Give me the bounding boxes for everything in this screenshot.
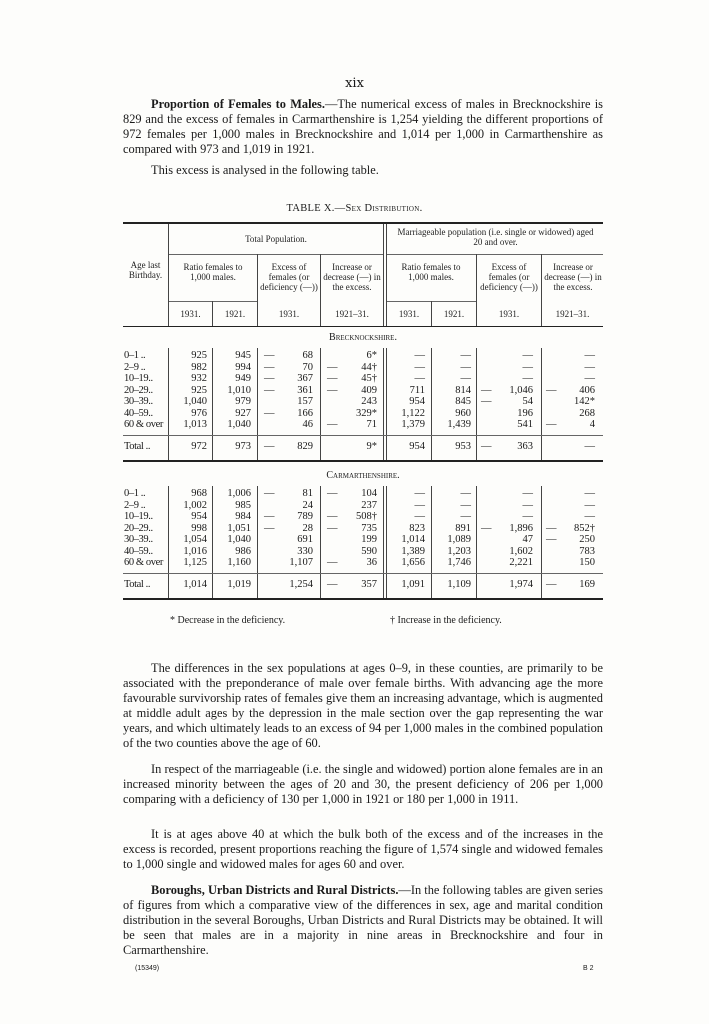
cell-min: —	[584, 488, 595, 499]
cell-exs: —	[264, 511, 275, 522]
cell-in: 329*	[356, 407, 377, 419]
cell-mr31: 1,091	[401, 579, 425, 590]
table-row	[123, 419, 603, 430]
cell-mex: 1,602	[509, 545, 533, 557]
cell-min: —	[584, 373, 595, 384]
cell-r21: 1,051	[227, 522, 251, 534]
cell-ex: 28	[302, 522, 313, 534]
cell-in: 104	[361, 488, 377, 499]
page-number: xix	[345, 76, 364, 91]
header-marriageable: Marriageable population (i.e. single or widowed) aged 20 and over.	[397, 227, 594, 247]
cell-r31: 1,016	[183, 545, 207, 557]
cell-ex: 1,254	[289, 579, 313, 590]
table-row	[123, 350, 603, 361]
header-excess-1931: 1931.	[278, 309, 300, 319]
cell-mr21: 1,089	[447, 534, 471, 545]
cell-age: Total ..	[124, 579, 151, 590]
cell-age: 2–9 ..	[124, 361, 146, 373]
cell-ex: 361	[297, 384, 313, 396]
footer-code: (15349)	[135, 965, 160, 972]
table-row	[123, 362, 603, 373]
cell-r31: 982	[191, 361, 207, 373]
cell-r21: 1,040	[227, 534, 251, 545]
table-row	[123, 546, 603, 557]
intro2-paragraph: This excess is analysed in the following table.	[151, 163, 379, 177]
cell-ex: 789	[297, 511, 313, 522]
cell-ex: 70	[302, 361, 313, 373]
cell-in: 357	[361, 579, 377, 590]
cell-r21: 1,010	[227, 384, 251, 396]
cell-r21: 949	[235, 373, 251, 384]
table-row	[123, 523, 603, 534]
cell-ex: 691	[297, 534, 313, 545]
table-row	[123, 557, 603, 568]
cell-ins: —	[327, 522, 338, 534]
header-total-population: Total Population.	[245, 234, 307, 244]
cell-min: 150	[579, 557, 595, 568]
table-title	[0, 203, 709, 214]
cell-ins: —	[327, 557, 338, 568]
cell-ex: 157	[297, 396, 313, 407]
table-title-prefix: TABLE X.—	[286, 203, 346, 214]
paragraph-differences: The differences in the sex populations at ages 0–9, in these counties, are primarily to be associated with the preponderance of male over female births. With advancing age the more favourable survivorship rates of females give them an increasing advantage, which is augmented at middle adult ages by the depression in the male section over the gap representing the war years, and which ultimately leads to an excess of 94 per 1,000 males in the combined population of the two counties above the age of 60.	[123, 661, 603, 750]
cell-min: —	[584, 511, 595, 522]
cell-in: 409	[361, 384, 377, 396]
cell-mr31: —	[414, 350, 425, 361]
cell-exs: —	[264, 441, 275, 452]
cell-mex: 1,974	[509, 579, 533, 590]
header-m-increase-1921-31: 1921–31.	[555, 309, 590, 319]
section-heading: Carmarthenshire.	[326, 470, 400, 481]
section-bottom-rule	[123, 598, 603, 600]
cell-r21: 985	[235, 499, 251, 511]
footnote-star: * Decrease in the deficiency.	[170, 615, 286, 626]
boroughs-paragraph	[123, 883, 603, 958]
total-row	[123, 579, 603, 590]
cell-r31: 932	[191, 373, 207, 384]
paragraph-marriageable: In respect of the marriageable (i.e. the single and widowed) portion alone females are in an increased minority between the ages of 20 and 30, the present deficiency of 206 per 1,000 comparing with a deficiency of 130 per 1,000 in 1921 or 180 per 1,000 in 1911.	[123, 762, 603, 806]
total-separator	[123, 573, 603, 574]
cell-mr31: —	[414, 361, 425, 373]
table-row	[123, 385, 603, 396]
footnote-dagger: † Increase in the deficiency.	[390, 615, 502, 626]
table-row	[123, 373, 603, 384]
cell-min: 406	[579, 384, 595, 396]
cell-r31: 1,054	[183, 534, 207, 545]
cell-ex: 24	[302, 499, 313, 511]
cell-mex: 1,046	[509, 384, 533, 396]
intro-paragraph	[123, 97, 603, 157]
total-separator	[123, 435, 603, 436]
paragraph-ages-above-40: It is at ages above 40 at which the bulk both of the excess and of the increases in the excess is recorded, present proportions reaching the figure of 1,574 single and widowed females to 1,000 single and widowed males for ages 60 and over.	[123, 827, 603, 871]
cell-mexs: —	[481, 384, 492, 396]
cell-mex: —	[522, 488, 533, 499]
cell-r31: 954	[191, 511, 207, 522]
cell-ex: 46	[302, 419, 313, 430]
table-title-sc: Sex Distribution.	[345, 203, 423, 214]
cell-r21: 984	[235, 511, 251, 522]
cell-mex: 363	[517, 441, 533, 452]
header-bottom-rule	[123, 326, 603, 327]
header-1931: 1931.	[180, 309, 201, 319]
cell-r21: 945	[235, 350, 251, 361]
cell-ex: 1,107	[289, 557, 313, 568]
cell-mins: —	[546, 384, 557, 396]
cell-age: 0–1 ..	[124, 350, 146, 361]
cell-min: 169	[579, 579, 595, 590]
cell-min: 4	[589, 419, 595, 430]
cell-age: 20–29..	[124, 522, 153, 534]
cell-age: 2–9 ..	[124, 499, 146, 511]
cell-in: 44†	[361, 361, 377, 373]
boroughs-text: —In the following tables are given series of figures from which a comparative view of the differences in sex, age and marital condition distribution in the several Boroughs, Urban Districts and Rural Districts may be obtained. It will be seen that males are in a majority in nine areas in Brecknockshire and four in Carmarthenshire.	[123, 883, 604, 957]
header-rule	[169, 254, 383, 255]
cell-ins: —	[327, 373, 338, 384]
cell-age: 60 & over	[124, 557, 163, 568]
cell-ex: 166	[297, 407, 313, 419]
header-rule	[387, 301, 477, 302]
header-m-excess-1931: 1931.	[498, 309, 520, 319]
total-row	[123, 441, 603, 452]
cell-ins: —	[327, 579, 338, 590]
cell-r31: 1,014	[183, 579, 207, 590]
cell-mexs: —	[481, 441, 492, 452]
header-m-increase: Increase or decrease (—) in the excess.	[544, 262, 602, 292]
cell-age: 10–19..	[124, 511, 153, 522]
cell-mr21: 1,439	[447, 419, 471, 430]
cell-age: 0–1 ..	[124, 488, 146, 499]
top-rule	[123, 222, 603, 224]
cell-mr31: 711	[409, 384, 425, 396]
cell-in: 508†	[356, 511, 377, 522]
header-m-1921: 1921.	[443, 309, 465, 319]
cell-ex: 829	[297, 441, 313, 452]
table-row	[123, 396, 603, 407]
cell-mr21: 1,746	[447, 557, 471, 568]
cell-mins: —	[546, 534, 557, 545]
cell-mex: 541	[517, 419, 533, 430]
cell-r21: 994	[235, 361, 251, 373]
cell-in: 735	[361, 522, 377, 534]
cell-mr21: —	[460, 511, 471, 522]
cell-r31: 972	[191, 441, 207, 452]
section-bottom-rule	[123, 460, 603, 462]
section-heading: Brecknockshire.	[329, 332, 397, 343]
cell-mex: 1,896	[509, 522, 533, 534]
cell-r21: 1,019	[227, 579, 251, 590]
header-m-excess: Excess of females (or deficiency (—))	[480, 262, 538, 292]
cell-min: 268	[579, 407, 595, 419]
cell-min: 783	[579, 545, 595, 557]
cell-r31: 998	[191, 522, 207, 534]
cell-min: —	[584, 350, 595, 361]
cell-mins: —	[546, 419, 557, 430]
cell-in: 590	[361, 545, 377, 557]
cell-mr21: 845	[455, 396, 471, 407]
cell-r21: 1,006	[227, 488, 251, 499]
cell-age: 10–19..	[124, 373, 153, 384]
cell-mex: 47	[522, 534, 533, 545]
cell-mr21: —	[460, 361, 471, 373]
boroughs-heading: Boroughs, Urban Districts and Rural Districts.	[151, 883, 399, 897]
cell-mr31: 954	[409, 441, 425, 452]
cell-min: 852†	[574, 522, 595, 534]
cell-age: 40–59..	[124, 545, 153, 557]
cell-r21: 927	[235, 407, 251, 419]
cell-exs: —	[264, 373, 275, 384]
cell-min: 142*	[574, 396, 595, 407]
cell-ex: 367	[297, 373, 313, 384]
table-row	[123, 534, 603, 545]
header-increase: Increase or decrease (—) in the excess.	[323, 262, 381, 292]
cell-mr31: 1,014	[401, 534, 425, 545]
table-row	[123, 511, 603, 522]
cell-r31: 1,125	[183, 557, 207, 568]
table-row	[123, 500, 603, 511]
cell-r21: 986	[235, 545, 251, 557]
cell-ins: —	[327, 511, 338, 522]
cell-exs: —	[264, 488, 275, 499]
cell-mr21: 953	[455, 441, 471, 452]
cell-r31: 968	[191, 488, 207, 499]
cell-min: —	[584, 361, 595, 373]
cell-mex: 2,221	[509, 557, 533, 568]
cell-ins: —	[327, 384, 338, 396]
cell-ex: 68	[302, 350, 313, 361]
cell-mr31: 823	[409, 522, 425, 534]
cell-in: 6*	[366, 350, 377, 361]
cell-in: 243	[361, 396, 377, 407]
column-rule	[383, 224, 384, 326]
header-m-ratio: Ratio females to 1,000 males.	[401, 262, 461, 282]
cell-mr21: 814	[455, 384, 471, 396]
cell-r31: 976	[191, 407, 207, 419]
header-increase-1921-31: 1921–31.	[335, 309, 369, 319]
header-rule	[169, 301, 257, 302]
cell-exs: —	[264, 522, 275, 534]
cell-ins: —	[327, 361, 338, 373]
cell-mr21: 1,109	[447, 579, 471, 590]
cell-mr31: —	[414, 488, 425, 499]
cell-mr31: 1,122	[401, 407, 425, 419]
cell-ex: 330	[297, 545, 313, 557]
cell-mex: —	[522, 373, 533, 384]
cell-mexs: —	[481, 396, 492, 407]
cell-ins: —	[327, 488, 338, 499]
header-m-1931: 1931.	[398, 309, 420, 319]
cell-mr31: 954	[409, 396, 425, 407]
cell-mr31: —	[414, 373, 425, 384]
cell-r21: 1,040	[227, 419, 251, 430]
cell-age: 30–39..	[124, 534, 153, 545]
cell-mr31: 1,656	[401, 557, 425, 568]
cell-r21: 973	[235, 441, 251, 452]
cell-mr31: 1,389	[401, 545, 425, 557]
header-ratio: Ratio females to 1,000 males.	[183, 262, 243, 282]
cell-min: —	[584, 499, 595, 511]
cell-mex: —	[522, 499, 533, 511]
cell-in: 199	[361, 534, 377, 545]
cell-mex: —	[522, 361, 533, 373]
cell-min: —	[584, 441, 595, 452]
cell-in: 36	[366, 557, 377, 568]
cell-mr31: 1,379	[401, 419, 425, 430]
cell-mex: —	[522, 511, 533, 522]
cell-mins: —	[546, 522, 557, 534]
cell-r21: 979	[235, 396, 251, 407]
cell-mr21: —	[460, 373, 471, 384]
cell-r21: 1,160	[227, 557, 251, 568]
cell-exs: —	[264, 384, 275, 396]
cell-mr21: 960	[455, 407, 471, 419]
cell-r31: 1,013	[183, 419, 207, 430]
cell-mr31: —	[414, 499, 425, 511]
header-age: Age last Birthday.	[128, 260, 163, 280]
cell-r31: 1,002	[183, 499, 207, 511]
cell-mr31: —	[414, 511, 425, 522]
cell-age: 30–39..	[124, 396, 153, 407]
cell-mr21: 1,203	[447, 545, 471, 557]
table-row	[123, 488, 603, 499]
cell-mr21: 891	[455, 522, 471, 534]
cell-in: 45†	[361, 373, 377, 384]
cell-mex: 196	[517, 407, 533, 419]
cell-ex: 81	[302, 488, 313, 499]
footer-signature: B 2	[583, 965, 594, 972]
intro-heading: Proportion of Females to Males.	[151, 97, 325, 111]
cell-r31: 1,040	[183, 396, 207, 407]
cell-mins: —	[546, 579, 557, 590]
cell-mr21: —	[460, 488, 471, 499]
cell-exs: —	[264, 361, 275, 373]
table-row	[123, 408, 603, 419]
cell-age: 60 & over	[124, 419, 163, 430]
cell-age: 40–59..	[124, 407, 153, 419]
cell-mex: —	[522, 350, 533, 361]
cell-exs: —	[264, 407, 275, 419]
cell-in: 9*	[366, 441, 377, 452]
cell-r31: 925	[191, 384, 207, 396]
cell-min: 250	[579, 534, 595, 545]
cell-age: Total ..	[124, 441, 151, 452]
cell-exs: —	[264, 350, 275, 361]
cell-mr21: —	[460, 350, 471, 361]
cell-mr21: —	[460, 499, 471, 511]
cell-in: 237	[361, 499, 377, 511]
cell-r31: 925	[191, 350, 207, 361]
header-excess: Excess of females (or deficiency (—))	[260, 262, 318, 292]
cell-age: 20–29..	[124, 384, 153, 396]
cell-in: 71	[366, 419, 377, 430]
cell-mexs: —	[481, 522, 492, 534]
intro-text: —The numerical excess of males in Brecknockshire is 829 and the excess of females in Carmarthenshire is 1,254 yielding the different proportions of 972 females per 1,000 males in Brecknockshire and 1,014 per 1,000 in Carmarthenshire as compared with 973 and 1,019 in 1921.	[123, 97, 603, 156]
cell-mex: 54	[522, 396, 533, 407]
header-rule	[387, 254, 603, 255]
header-1921: 1921.	[224, 309, 246, 319]
cell-ins: —	[327, 419, 338, 430]
